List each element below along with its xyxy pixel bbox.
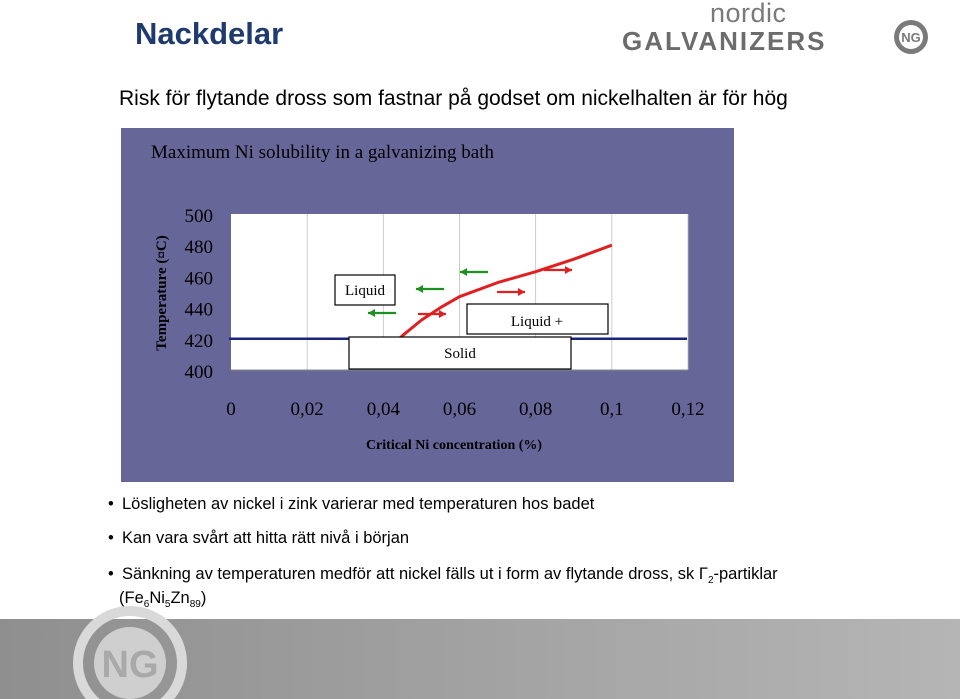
footer-logo-text: NG	[101, 644, 159, 686]
bullet-dot-icon: •	[108, 529, 114, 547]
formula-part: Zn	[170, 589, 190, 607]
footer-ng-logo-icon	[72, 605, 188, 699]
y-tick-label: 500	[184, 206, 213, 227]
bullet-dot-icon: •	[108, 495, 114, 513]
y-tick-label: 440	[184, 299, 213, 321]
chart-svg	[121, 128, 734, 482]
slide-subtitle: Risk för flytande dross som fastnar på godset om nickelhalten är för hög	[119, 87, 788, 110]
y-tick-label: 460	[184, 268, 213, 290]
x-tick-label: 0,12	[671, 399, 705, 420]
region-label-liquid: Liquid	[345, 283, 385, 299]
x-tick-label: 0,1	[599, 399, 624, 420]
y-axis-label: Temperature (¤C)	[154, 235, 170, 351]
formula-subscript: 5	[164, 599, 171, 610]
bullet-tail: -partiklar	[713, 565, 778, 583]
formula-subscript: 89	[189, 599, 201, 610]
ng-badge-icon	[892, 18, 930, 56]
company-logo	[620, 2, 940, 62]
chart-title: Maximum Ni solubility in a galvanizing bath	[151, 142, 495, 163]
y-tick-label: 480	[184, 237, 213, 259]
bullet-text: Sänkning av temperaturen medför att nickel fälls ut i form av flytande dross, sk Γ	[122, 565, 708, 583]
y-tick-label: 420	[184, 330, 213, 352]
bullet-text: Lösligheten av nickel i zink varierar med temperaturen hos badet	[122, 495, 595, 513]
logo-text-nordic: nordic	[710, 0, 787, 28]
slide-title: Nackdelar	[135, 16, 284, 51]
region-label-solid: Solid	[444, 346, 476, 362]
gamma-subscript: 2	[707, 575, 714, 586]
region-label-liquid-plus: Liquid +	[510, 314, 564, 330]
bullet-text: Kan vara svårt att hitta rätt nivå i början	[122, 529, 410, 547]
x-axis-label: Critical Ni concentration (%)	[365, 438, 543, 453]
y-tick-label: 400	[184, 362, 213, 383]
formula-part: )	[200, 589, 207, 607]
bullet-item	[108, 495, 594, 514]
x-tick-label: 0,08	[519, 399, 553, 420]
solubility-chart	[121, 128, 734, 482]
bullet-item	[108, 529, 409, 548]
x-tick-label: 0,04	[366, 399, 400, 420]
badge-text: NG	[901, 30, 921, 45]
bullet-dot-icon: •	[108, 565, 114, 583]
x-tick-label: 0,06	[442, 399, 477, 420]
x-tick-label: 0	[226, 399, 236, 420]
formula-part: Ni	[149, 589, 165, 607]
formula-part: (Fe	[119, 589, 144, 607]
formula-subscript: 6	[143, 599, 150, 610]
x-tick-label: 0,02	[290, 399, 324, 420]
bullet-item	[108, 565, 778, 586]
logo-text-galvanizers: GALVANIZERS	[622, 26, 827, 56]
